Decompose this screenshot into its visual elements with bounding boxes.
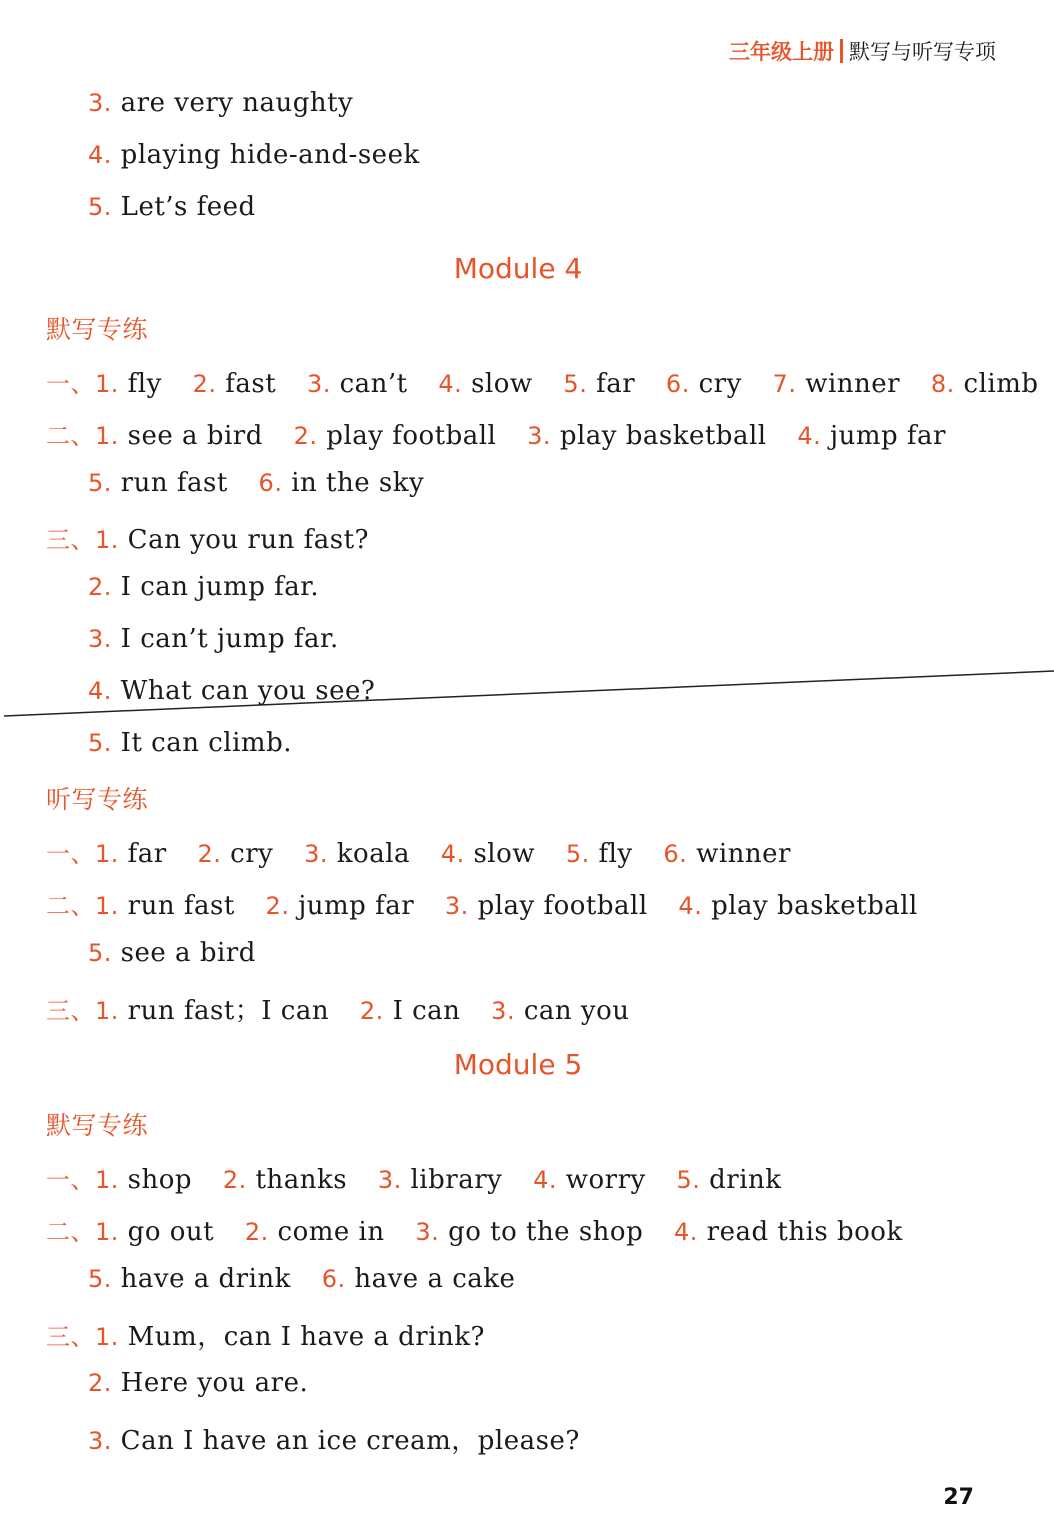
answer-text: can you [523,996,630,1026]
answer-text: I can’t jump far. [120,624,339,654]
m5-d1-line [46,1160,782,1195]
item-number: 1. [95,892,119,920]
m4-d3-line [88,624,339,654]
m4-d3-line [88,572,319,602]
item-number: 5. [563,370,588,398]
answer-text: jump far [830,421,946,451]
item-number: 4. [678,892,703,920]
answer-text: see a bird [127,421,263,451]
question-prefix: 二、 [46,422,95,450]
answer-text: read this book [706,1217,903,1247]
item-number: 2. [359,997,384,1025]
item-number: 2. [192,370,217,398]
answer-text: come in [277,1217,385,1247]
m4-d3-line [46,520,369,555]
answer-line [88,192,256,222]
answer-text: cry [698,369,742,399]
answer-text: play football [326,421,497,451]
item-number: 2. [88,573,112,601]
answer-text: What can you see? [120,676,376,706]
m5-d3-line [88,1420,580,1457]
item-number: 2. [88,1369,112,1397]
question-prefix: 一、 [46,840,95,868]
answer-text: I can jump far. [120,572,320,602]
answer-text: are very naughty [120,88,354,118]
answer-text: jump far [298,891,415,921]
m5-d2b-line [88,1264,515,1294]
item-number: 5. [88,1265,112,1293]
item-number: 3. [306,370,331,398]
item-number: 1. [95,370,119,398]
answer-text: Can I have an ice cream，please? [120,1426,580,1456]
item-number: 4. [88,141,112,169]
answer-text: winner [696,839,791,869]
answer-text: Can you run fast? [127,525,369,555]
item-number: 8. [930,370,955,398]
item-number: 1. [95,526,119,554]
item-number: 4. [797,422,822,450]
page-number: 27 [943,1485,974,1510]
answer-text: go out [127,1217,215,1247]
answer-text: can’t [339,369,408,399]
item-number: 1. [95,1323,119,1351]
item-number: 7. [772,370,797,398]
answer-text: far [596,369,636,399]
item-number: 5. [88,729,112,757]
answer-text: far [127,839,167,869]
question-prefix: 二、 [46,1218,95,1246]
scan-crease-line [0,660,1054,730]
subject-label: 默写与听写专项 [849,40,996,64]
answer-text: climb [963,369,1039,399]
answer-text: play basketball [559,421,767,451]
item-number: 1. [95,1218,119,1246]
answer-text: shop [127,1165,193,1195]
item-number: 1. [95,840,119,868]
item-number: 6. [663,840,688,868]
answer-text: run fast；I can [127,996,330,1026]
question-prefix: 二、 [46,892,95,920]
answer-text: slow [471,369,533,399]
module-4-title: Module 4 [453,252,583,285]
dictation-section-label: 默写专练 [46,315,149,344]
answer-text: fly [127,369,162,399]
item-number: 5. [88,939,112,967]
item-number: 6. [665,370,690,398]
grade-label: 三年级上册 [729,40,834,64]
m4-l2b-line [88,938,256,968]
item-number: 6. [258,469,283,497]
item-number: 3. [527,422,552,450]
answer-text: play basketball [711,891,918,921]
answer-text: Mum，can I have a drink? [127,1322,485,1352]
answer-text: play football [477,891,648,921]
module-5-title: Module 5 [453,1048,583,1081]
m4-l3-line [46,990,630,1027]
m5-d3-line [88,1368,308,1398]
answer-text: see a bird [120,938,256,968]
answer-text: drink [709,1165,782,1195]
answer-line [88,140,420,170]
m4-d3-line [88,728,292,758]
item-number: 1. [95,997,119,1025]
answer-text: playing hide-and-seek [120,140,420,170]
crease-stroke [4,671,1054,716]
answer-text: in the sky [291,468,425,498]
item-number: 3. [444,892,469,920]
header-separator [840,39,843,63]
answer-text: Let’s feed [120,192,256,222]
m4-d2a-line [46,416,946,451]
question-prefix: 一、 [46,370,95,398]
item-number: 3. [88,89,112,117]
answer-text: slow [473,839,536,869]
answer-text: thanks [255,1165,348,1195]
item-number: 5. [88,469,112,497]
item-number: 2. [197,840,222,868]
answer-text: koala [336,839,411,869]
answer-text: library [410,1165,503,1195]
answer-text: winner [805,369,901,399]
m4-l1-line [46,834,791,869]
answer-text: I can [392,996,461,1026]
item-number: 6. [321,1265,346,1293]
dictation-section-label: 默写专练 [46,1111,149,1140]
item-number: 4. [674,1218,698,1246]
item-number: 2. [293,422,318,450]
answer-text: go to the shop [448,1217,644,1247]
item-number: 4. [438,370,463,398]
item-number: 3. [304,840,329,868]
answer-text: fly [598,839,633,869]
answer-text: run fast [127,891,235,921]
item-number: 4. [533,1166,557,1194]
item-number: 3. [415,1218,440,1246]
answer-text: Here you are. [120,1368,309,1398]
answer-text: worry [565,1165,646,1195]
item-number: 2. [265,892,290,920]
question-prefix: 三、 [46,1323,95,1351]
m4-d2b-line [88,468,424,498]
item-number: 3. [88,1427,112,1455]
question-prefix: 三、 [46,997,95,1025]
listening-section-label: 听写专练 [46,785,149,814]
m4-d1-line [46,364,1039,399]
item-number: 4. [88,677,112,705]
item-number: 3. [377,1166,402,1194]
answer-text: run fast [120,468,228,498]
item-number: 3. [491,997,516,1025]
item-number: 1. [95,1166,119,1194]
item-number: 2. [244,1218,269,1246]
item-number: 5. [565,840,590,868]
item-number: 4. [440,840,465,868]
page-header [729,36,996,66]
answer-text: It can climb. [120,728,292,758]
answer-line [88,88,353,118]
answer-text: cry [230,839,274,869]
item-number: 3. [88,625,112,653]
answer-text: have a drink [120,1264,291,1294]
item-number: 5. [88,193,112,221]
m4-l2a-line [46,886,918,921]
item-number: 5. [676,1166,701,1194]
answer-text: fast [225,369,277,399]
question-prefix: 一、 [46,1166,95,1194]
question-prefix: 三、 [46,526,95,554]
item-number: 1. [95,422,119,450]
m5-d2a-line [46,1212,903,1247]
answer-text: have a cake [354,1264,516,1294]
m5-d3-line [46,1316,485,1353]
item-number: 2. [222,1166,247,1194]
